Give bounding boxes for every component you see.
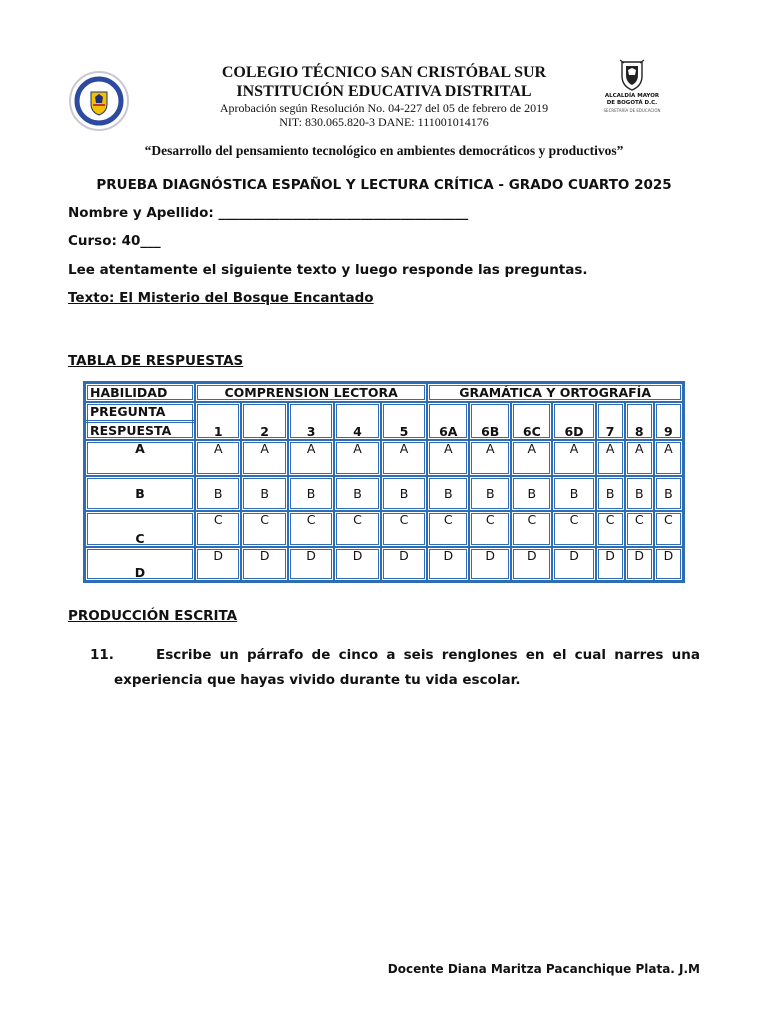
table-row — [85, 402, 683, 440]
option-cell[interactable]: C — [334, 511, 380, 547]
nit-text: NIT: 830.065.820-3 DANE: 111001014176 — [279, 115, 489, 129]
option-cell[interactable]: A — [381, 440, 428, 476]
option-cell[interactable]: B — [288, 476, 334, 511]
option-cell[interactable]: B — [552, 476, 595, 511]
production-title: PRODUCCIÓN ESCRITA — [68, 608, 238, 624]
name-line: Nombre y Apellido: _____________________________________ — [68, 205, 469, 221]
question-11-number: 11. — [90, 647, 114, 663]
question-11-line-1 — [90, 643, 700, 668]
option-cell[interactable]: C — [552, 511, 595, 547]
table-row — [85, 476, 683, 511]
option-cell[interactable]: D — [381, 547, 428, 581]
answer-table — [83, 381, 685, 583]
question-cell: 6D — [552, 402, 595, 440]
question-cell: 3 — [288, 402, 334, 440]
school-logo-caption: I.E.D — [93, 121, 105, 127]
option-cell[interactable]: C — [195, 511, 241, 547]
school-name: COLEGIO TÉCNICO SAN CRISTÓBAL SUR — [221, 64, 547, 81]
option-cell[interactable]: D — [511, 547, 552, 581]
institution-name: INSTITUCIÓN EDUCATIVA DISTRITAL — [236, 83, 532, 100]
bogota-logo-text-3: SECRETARÍA DE EDUCACIÓN — [603, 108, 661, 113]
option-cell[interactable]: A — [654, 440, 683, 476]
option-cell[interactable]: C — [625, 511, 654, 547]
question-cell: 6B — [469, 402, 511, 440]
respuesta-label: RESPUESTA — [90, 423, 172, 438]
option-cell[interactable]: D — [654, 547, 683, 581]
option-cell[interactable]: C — [381, 511, 428, 547]
table-row — [85, 440, 683, 476]
option-cell[interactable]: B — [241, 476, 287, 511]
question-cell: 2 — [241, 402, 287, 440]
question-cell: 1 — [195, 402, 241, 440]
option-cell[interactable]: C — [654, 511, 683, 547]
answers-title: TABLA DE RESPUESTAS — [68, 353, 244, 369]
table-row — [85, 383, 683, 402]
question-cell: 4 — [334, 402, 380, 440]
comprension-header: COMPRENSION LECTORA — [195, 383, 427, 402]
table-row — [85, 511, 683, 547]
question-11-text-2: experiencia que hayas vivido durante tu vida escolar. — [114, 672, 521, 688]
option-cell[interactable]: B — [195, 476, 241, 511]
bogota-logo-text-2: DE BOGOTÁ D.C. — [606, 100, 658, 106]
text-title: Texto: El Misterio del Bosque Encantado — [68, 290, 374, 306]
option-cell[interactable]: D — [552, 547, 595, 581]
option-cell[interactable]: C — [427, 511, 469, 547]
pregunta-label: PREGUNTA — [86, 403, 194, 423]
option-label: D — [85, 547, 195, 581]
option-cell[interactable]: C — [469, 511, 511, 547]
option-cell[interactable]: A — [596, 440, 625, 476]
option-cell[interactable]: B — [469, 476, 511, 511]
option-cell[interactable]: D — [195, 547, 241, 581]
option-cell[interactable]: D — [334, 547, 380, 581]
option-label: B — [85, 476, 195, 511]
question-cell: 7 — [596, 402, 625, 440]
option-cell[interactable]: C — [288, 511, 334, 547]
option-cell[interactable]: C — [596, 511, 625, 547]
option-cell[interactable]: D — [625, 547, 654, 581]
option-label: C — [85, 511, 195, 547]
option-cell[interactable]: A — [511, 440, 552, 476]
gramatica-header: GRAMÁTICA Y ORTOGRAFÍA — [427, 383, 683, 402]
option-cell[interactable]: A — [427, 440, 469, 476]
question-cell: 6C — [511, 402, 552, 440]
pregunta-respuesta-cell — [85, 402, 195, 440]
option-cell[interactable]: C — [511, 511, 552, 547]
option-cell[interactable]: B — [427, 476, 469, 511]
question-cell: 8 — [625, 402, 654, 440]
question-cell: 5 — [381, 402, 428, 440]
question-11-text-1: Escribe un párrafo de cinco a seis renglones en el cual narres una — [156, 647, 700, 663]
option-cell[interactable]: B — [334, 476, 380, 511]
bogota-logo — [608, 58, 656, 92]
option-cell[interactable]: A — [241, 440, 287, 476]
option-cell[interactable]: D — [288, 547, 334, 581]
question-cell: 6A — [427, 402, 469, 440]
instruction: Lee atentamente el siguiente texto y luego responde las preguntas. — [68, 262, 588, 278]
option-cell[interactable]: B — [511, 476, 552, 511]
option-cell[interactable]: A — [625, 440, 654, 476]
option-cell[interactable]: B — [654, 476, 683, 511]
option-cell[interactable]: A — [334, 440, 380, 476]
option-cell[interactable]: D — [469, 547, 511, 581]
option-cell[interactable]: D — [241, 547, 287, 581]
question-cell: 9 — [654, 402, 683, 440]
question-11 — [90, 643, 700, 693]
option-label: A — [85, 440, 195, 476]
course-line: Curso: 40___ — [68, 233, 161, 249]
option-cell[interactable]: D — [596, 547, 625, 581]
option-cell[interactable]: B — [596, 476, 625, 511]
approval-text: Aprobación según Resolución No. 04-227 del 05 de febrero de 2019 — [219, 101, 549, 115]
option-cell[interactable]: C — [241, 511, 287, 547]
option-cell[interactable]: B — [625, 476, 654, 511]
option-cell[interactable]: A — [288, 440, 334, 476]
option-cell[interactable]: A — [469, 440, 511, 476]
header-block — [170, 63, 598, 129]
table-row — [85, 547, 683, 581]
habilidad-header: HABILIDAD — [85, 383, 195, 402]
option-cell[interactable]: A — [195, 440, 241, 476]
option-cell[interactable]: D — [427, 547, 469, 581]
bogota-logo-text-1: ALCALDÍA MAYOR — [604, 93, 660, 99]
option-cell[interactable]: B — [381, 476, 428, 511]
footer-teacher: Docente Diana Maritza Pacanchique Plata. J.M — [387, 962, 700, 976]
motto: “Desarrollo del pensamiento tecnológico en ambientes democráticos y productivos” — [144, 143, 624, 158]
option-cell[interactable]: A — [552, 440, 595, 476]
test-title: PRUEBA DIAGNÓSTICA ESPAÑOL Y LECTURA CRÍTICA - GRADO CUARTO 2025 — [96, 177, 672, 193]
